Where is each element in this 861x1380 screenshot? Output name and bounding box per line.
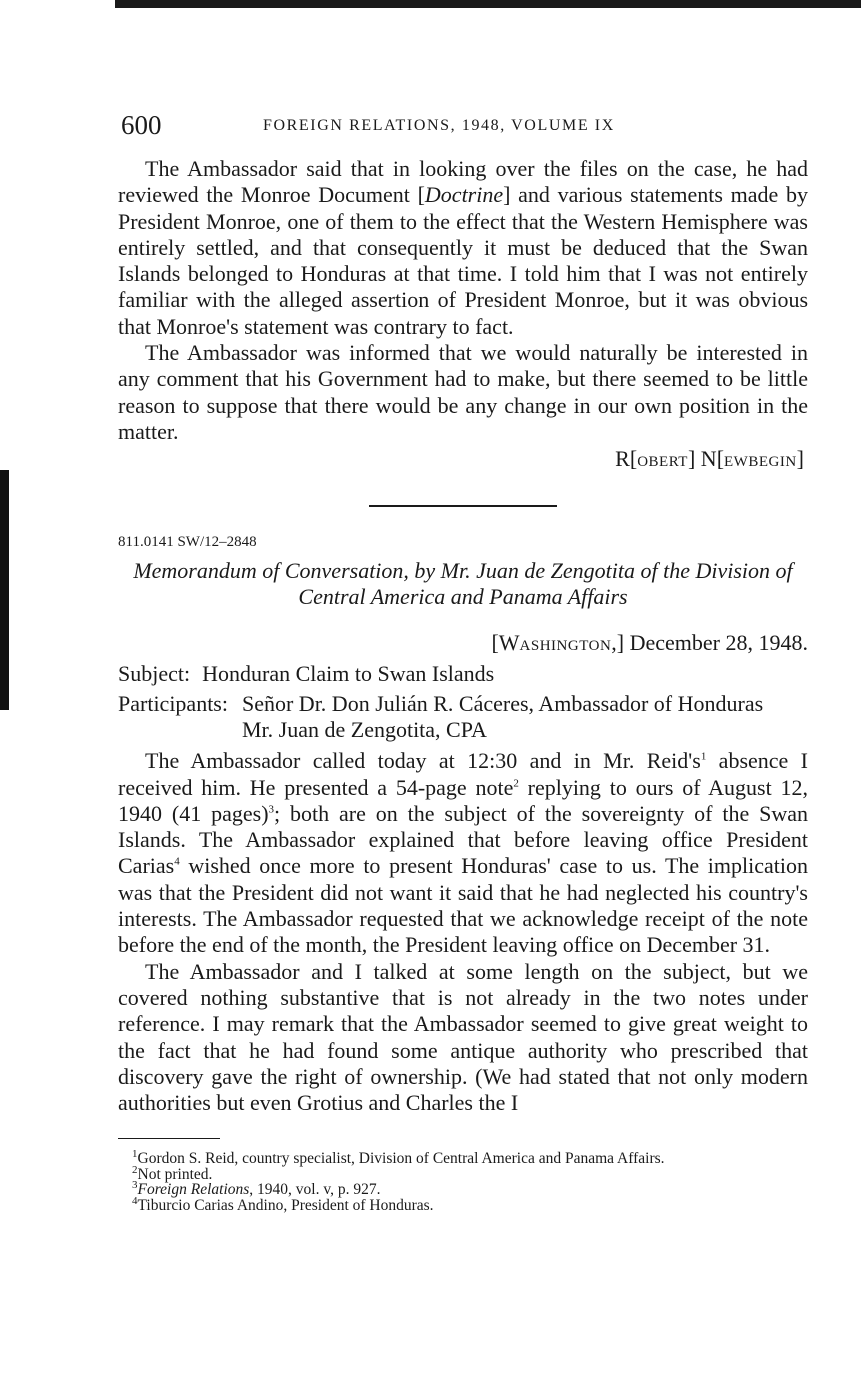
signature: R[OBERT] N[EWBEGIN] — [615, 446, 804, 472]
page-header — [118, 108, 808, 142]
file-number: 811.0141 SW/12–2848 — [118, 534, 257, 551]
subject-line — [118, 661, 808, 687]
participants-label: Participants: — [118, 691, 228, 717]
footnotes — [118, 1148, 808, 1214]
page — [118, 108, 808, 1213]
footnote: $^2$Not printed. — [132, 1163, 213, 1183]
paragraph-informed: The Ambassador was informed that we would naturally be interested in any comment that his Government had to make, but there seemed to be little reason to suppose that there would be any change in our own position in the matter. — [118, 340, 808, 444]
footnote: $^3$Foreign Relations, 1940, vol. v, p. 927. — [132, 1179, 381, 1199]
running-title: FOREIGN RELATIONS, 1948, VOLUME IX — [263, 117, 615, 134]
footnote-rule — [118, 1138, 220, 1139]
participants — [118, 691, 808, 743]
scan-edge-top — [115, 0, 861, 8]
footnote: $^4$Tiburcio Carias Andino, President of Honduras. — [132, 1194, 434, 1214]
memo-title: Memorandum of Conversation, by Mr. Juan de Zengotita of the Division of Central America and Panama Affairs — [133, 558, 793, 610]
participant-ambassador: Señor Dr. Don Julián R. Cáceres, Ambassador of Honduras — [241, 691, 764, 717]
subject-label: Subject: — [118, 661, 191, 687]
footnote: $^1$Gordon S. Reid, country specialist, Division of Central America and Panama Affairs. — [132, 1148, 665, 1168]
participant-zengotita: Mr. Juan de Zengotita, CPA — [241, 717, 487, 743]
paragraph-visit: The Ambassador called today at 12:30 and in Mr. $Reid's^1$ absence I received him. He presented a 54-page note$^2$ replying to ours of August 12, 1940 (41 pages)$^3$; both are on the subject of the sovereignty of the Swan Islands. The Ambassador explained that before leaving office President Carias$^4$ wished once more to present Honduras' case to us. The implication was that the President did not want it said that he had neglected his country's interests. The Ambassador requested that we acknowledge receipt of the note before the end of the month, the President leaving office on December 31. — [118, 748, 808, 958]
paragraph-monroe: The Ambassador said that in looking over the files on the case, he had reviewed the Monroe Document [Doctrine] and various statements made by President Monroe, one of them to the effect that the Western Hemisphere was entirely settled, and that consequently it must be deduced that the Swan Islands belonged to Honduras at that time. I told him that I was not entirely familiar with the alleged assertion of President Monroe, but it was obvious that Monroe's statement was contrary to fact. — [118, 156, 808, 339]
scan-edge-left — [0, 470, 9, 710]
dateline: [WASHINGTON,] December 28, 1948. — [491, 630, 808, 656]
page-number: 600 — [121, 110, 162, 140]
paragraph-discussion: The Ambassador and I talked at some length on the subject, but we covered nothing substantive that is not already in the two notes under reference. I may remark that the Ambassador seemed to give great weight to the fact that he had found some antique authority who prescribed that discovery gave the right of ownership. (We had stated that not only modern authorities but even Grotius and Charles the I — [118, 958, 808, 1116]
subject-value: Honduran Claim to Swan Islands — [202, 661, 495, 687]
section-divider — [369, 505, 557, 507]
